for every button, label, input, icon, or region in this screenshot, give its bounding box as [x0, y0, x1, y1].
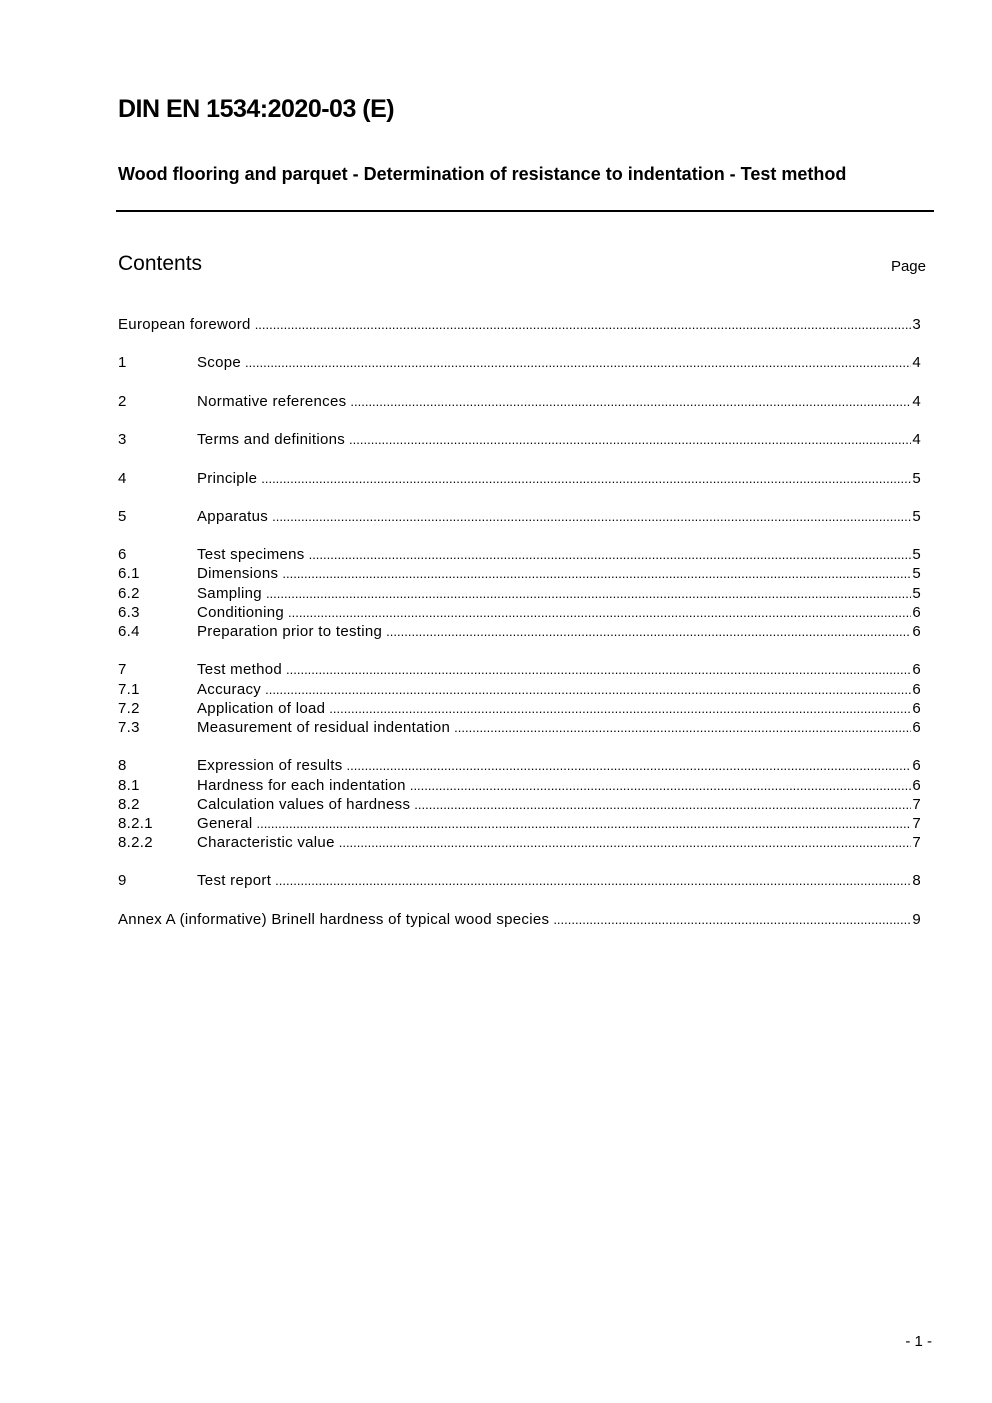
toc-entry-page: 7	[912, 814, 921, 832]
toc-entry[interactable]	[118, 353, 921, 372]
toc-entry-page: 5	[912, 584, 921, 602]
toc-entry-number: 3	[118, 431, 127, 449]
toc-dot-leader	[350, 392, 911, 411]
toc-entry-page: 5	[912, 546, 921, 564]
toc-spacer	[118, 891, 921, 910]
toc-dot-leader	[288, 603, 911, 622]
toc-dot-leader	[347, 756, 912, 775]
title-divider	[116, 210, 934, 212]
toc-dot-leader	[256, 814, 911, 833]
page-number: - 1 -	[905, 1333, 932, 1350]
toc-entry-number: 6.3	[118, 603, 140, 621]
toc-entry-title: Test report	[197, 872, 272, 890]
page-column-label: Page	[890, 258, 926, 275]
contents-heading: Contents	[118, 252, 203, 275]
toc-entry[interactable]	[118, 795, 921, 814]
toc-entry[interactable]	[118, 564, 921, 583]
toc-entry[interactable]	[118, 776, 921, 795]
toc-entry-title: Terms and definitions	[197, 431, 346, 449]
toc-entry[interactable]	[118, 603, 921, 622]
toc-entry-title: Scope	[197, 354, 242, 372]
toc-dot-leader	[349, 430, 911, 449]
toc-spacer	[118, 737, 921, 756]
toc-dot-leader	[329, 699, 911, 718]
toc-entry-number: 6.2	[118, 584, 140, 602]
toc-entry[interactable]	[118, 315, 921, 334]
toc-entry-number: 8.2.1	[118, 814, 153, 832]
toc-entry[interactable]	[118, 584, 921, 603]
toc-dot-leader	[286, 660, 911, 679]
toc-dot-leader	[245, 353, 911, 372]
toc-entry-page: 4	[912, 354, 921, 372]
toc-entry-title: Normative references	[197, 392, 347, 410]
toc-entry-number: 8.1	[118, 776, 140, 794]
toc-entry-page: 6	[912, 623, 921, 640]
toc-dot-leader	[410, 776, 912, 795]
toc-spacer	[118, 526, 921, 545]
toc-entry-title: Characteristic value	[197, 834, 335, 852]
toc-entry[interactable]	[118, 910, 921, 929]
toc-dot-leader	[386, 622, 911, 641]
toc-entry[interactable]	[118, 392, 921, 411]
toc-entry-page: 5	[912, 565, 921, 583]
toc-dot-leader	[255, 315, 912, 334]
toc-entry-page: 8	[912, 872, 921, 890]
toc-entry[interactable]	[118, 622, 921, 641]
toc-entry-title: Application of load	[197, 699, 326, 717]
toc-entry-number: 1	[118, 354, 127, 372]
toc-entry[interactable]	[118, 680, 921, 699]
toc-dot-leader	[266, 584, 911, 603]
toc-entry-title: Annex A (informative) Brinell hardness of typical wood species	[118, 910, 550, 928]
toc-entry-title: Measurement of residual indentation	[197, 718, 451, 736]
toc-entry-number: 4	[118, 469, 127, 487]
toc-entry-page: 6	[912, 680, 921, 698]
toc-spacer	[118, 334, 921, 353]
toc-spacer	[118, 449, 921, 468]
toc-entry-page: 4	[912, 392, 921, 410]
toc-entry-page: 3	[912, 316, 921, 333]
toc-entry-number: 8	[118, 757, 127, 775]
toc-entry-page: 6	[912, 661, 921, 679]
toc-entry-number: 6.4	[118, 623, 140, 640]
toc-entry[interactable]	[118, 718, 921, 737]
toc-entry[interactable]	[118, 507, 921, 526]
toc-dot-leader	[282, 564, 911, 583]
toc-entry[interactable]	[118, 430, 921, 449]
toc-entry-page: 6	[912, 699, 921, 717]
toc-entry-title: Principle	[197, 469, 258, 487]
toc-entry-title: Sampling	[197, 584, 262, 602]
toc-dot-leader	[339, 833, 912, 852]
toc-entry-page: 6	[912, 776, 921, 794]
toc-entry-title: Hardness for each indentation	[197, 776, 406, 794]
toc-entry-page: 6	[912, 603, 921, 621]
toc-entry-title: Expression of results	[197, 757, 343, 775]
toc-entry-title: Conditioning	[197, 603, 284, 621]
toc-entry-page: 9	[912, 910, 921, 928]
document-id: DIN EN 1534:2020-03 (E)	[118, 95, 395, 123]
toc-entry[interactable]	[118, 814, 921, 833]
toc-entry-number: 9	[118, 872, 127, 890]
toc-entry-title: Calculation values of hardness	[197, 795, 411, 813]
toc-dot-leader	[275, 871, 911, 890]
toc-entry-title: Apparatus	[197, 507, 269, 525]
toc-entry-number: 5	[118, 507, 127, 525]
toc-entry-page: 6	[912, 718, 921, 736]
document-title: Wood flooring and parquet - Determination of resistance to indentation - Test method	[118, 164, 847, 184]
toc-entry[interactable]	[118, 660, 921, 679]
toc-spacer	[118, 373, 921, 392]
toc-entry-number: 7	[118, 661, 127, 679]
toc-entry-number: 2	[118, 392, 127, 410]
toc-entry[interactable]	[118, 871, 921, 890]
toc-entry-number: 7.2	[118, 699, 140, 717]
toc-dot-leader	[414, 795, 911, 814]
toc-entry[interactable]	[118, 833, 921, 852]
toc-dot-leader	[553, 910, 911, 929]
toc-entry-page: 5	[912, 469, 921, 487]
toc-entry-page: 7	[912, 834, 921, 852]
toc-entry-title: Accuracy	[197, 680, 262, 698]
toc-dot-leader	[261, 469, 911, 488]
toc-entry-page: 4	[912, 431, 921, 449]
toc-entry-title: Test specimens	[197, 546, 305, 564]
toc-entry[interactable]	[118, 756, 921, 775]
toc-entry-number: 6.1	[118, 565, 140, 583]
toc-entry-number: 8.2	[118, 795, 140, 813]
toc-spacer	[118, 852, 921, 871]
toc-dot-leader	[309, 545, 912, 564]
toc-entry[interactable]	[118, 699, 921, 718]
toc-entry-number: 7.3	[118, 718, 140, 736]
toc-dot-leader	[272, 507, 911, 526]
toc-entry-number: 8.2.2	[118, 834, 153, 852]
toc-entry-title: Dimensions	[197, 565, 279, 583]
toc-entry[interactable]	[118, 545, 921, 564]
toc-entry-number: 7.1	[118, 680, 140, 698]
toc-entry-page: 5	[912, 507, 921, 525]
toc-entry[interactable]	[118, 469, 921, 488]
toc-spacer	[118, 488, 921, 507]
toc-entry-title: General	[197, 814, 253, 832]
toc-dot-leader	[265, 680, 911, 699]
toc-entry-title: Preparation prior to testing	[197, 623, 383, 640]
toc-dot-leader	[454, 718, 911, 737]
toc-spacer	[118, 641, 921, 660]
toc-entry-title: Test method	[197, 661, 283, 679]
toc-entry-page: 7	[912, 795, 921, 813]
toc-entry-number: 6	[118, 546, 127, 564]
toc-spacer	[118, 411, 921, 430]
toc-entry-title: European foreword	[118, 316, 251, 333]
toc-entry-page: 6	[912, 757, 921, 775]
table-of-contents	[118, 315, 921, 929]
